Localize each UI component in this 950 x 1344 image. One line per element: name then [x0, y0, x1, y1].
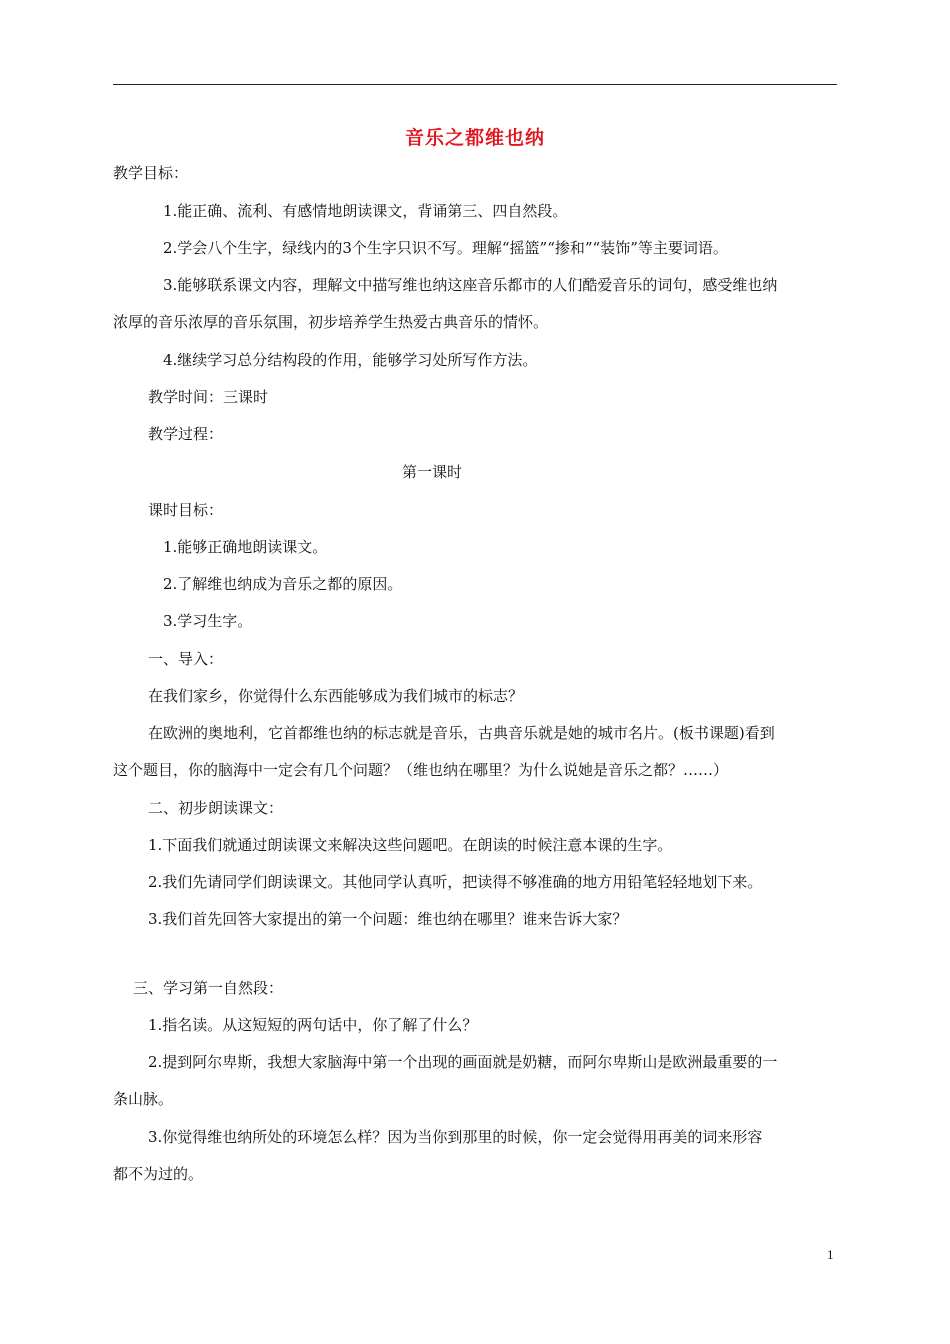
- paragraph-step-1: 1.指名读。从这短短的两句话中，你了解了什么？: [148, 1016, 478, 1034]
- lesson-objective-3: 3.学习生字。: [163, 612, 253, 630]
- intro-paragraph-line-2: 这个题目，你的脑海中一定会有几个问题？（维也纳在哪里？为什么说她是音乐之都？……）: [113, 761, 729, 779]
- intro-question: 在我们家乡，你觉得什么东西能够成为我们城市的标志？: [148, 687, 524, 705]
- paragraph-step-3-line-2: 都不为过的。: [113, 1165, 204, 1183]
- section-reading-heading: 二、初步朗读课文：: [148, 799, 284, 817]
- header-rule: [113, 84, 837, 85]
- section-intro-heading: 一、导入：: [148, 650, 224, 668]
- intro-paragraph-line-1: 在欧洲的奥地利，它首都维也纳的标志就是音乐，古典音乐就是她的城市名片。(板书课题)看到: [148, 724, 775, 742]
- reading-step-2: 2.我们先请同学们朗读课文。其他同学认真听，把读得不够准确的地方用铅笔轻轻地划下来。: [148, 873, 763, 891]
- paragraph-step-2-line-2: 条山脉。: [113, 1090, 174, 1108]
- page-number: 1: [827, 1247, 834, 1262]
- document-title: 音乐之都维也纳: [404, 127, 545, 149]
- lesson-objectives-heading: 课时目标：: [148, 501, 224, 519]
- objectives-heading: 教学目标：: [113, 164, 189, 182]
- objective-3-line-1: 3.能够联系课文内容，理解文中描写维也纳这座音乐都市的人们酷爱音乐的词句，感受维也纳: [163, 276, 778, 294]
- lesson-one-heading: 第一课时: [401, 463, 462, 481]
- section-paragraph-one-heading: 三、学习第一自然段：: [133, 979, 284, 997]
- teaching-process-heading: 教学过程：: [148, 425, 224, 443]
- reading-step-1: 1.下面我们就通过朗读课文来解决这些问题吧。在朗读的时候注意本课的生字。: [148, 836, 673, 854]
- objective-4: 4.继续学习总分结构段的作用，能够学习处所写作方法。: [163, 351, 538, 369]
- lesson-objective-1: 1.能够正确地朗读课文。: [163, 538, 328, 556]
- objective-2: 2.学会八个生字，绿线内的3个生字只识不写。理解“摇篮”“掺和”“装饰”等主要词语。: [163, 239, 728, 257]
- reading-step-3: 3.我们首先回答大家提出的第一个问题：维也纳在哪里？谁来告诉大家？: [148, 910, 628, 928]
- paragraph-step-3-line-1: 3.你觉得维也纳所处的环境怎么样？因为当你到那里的时候，你一定会觉得用再美的词来形容: [148, 1128, 763, 1146]
- objective-3-line-2: 浓厚的音乐浓厚的音乐氛围，初步培养学生热爱古典音乐的情怀。: [113, 313, 549, 331]
- lesson-objective-2: 2.了解维也纳成为音乐之都的原因。: [163, 575, 403, 593]
- objective-1: 1.能正确、流利、有感情地朗读课文，背诵第三、四自然段。: [163, 202, 568, 220]
- paragraph-step-2-line-1: 2.提到阿尔卑斯，我想大家脑海中第一个出现的画面就是奶糖，而阿尔卑斯山是欧洲最重要的一: [148, 1053, 778, 1071]
- teaching-time: 教学时间：三课时: [148, 388, 269, 406]
